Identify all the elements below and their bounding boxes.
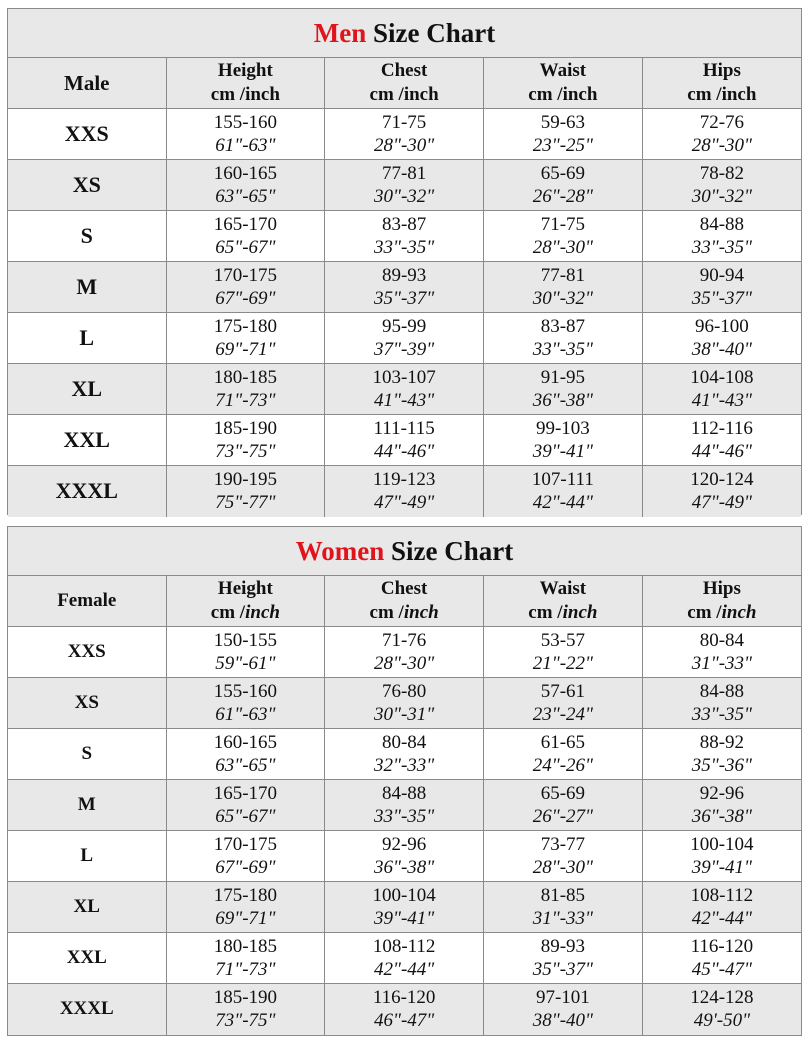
men-chart-title	[8, 9, 801, 58]
waist-cm-value: 59-63	[540, 112, 586, 133]
height-cm-value: 165-170	[213, 783, 278, 804]
height-inch-value: 69"-71"	[215, 908, 276, 929]
men-title-accent: Men	[313, 18, 367, 48]
men-title-rest: Size Chart	[366, 18, 496, 48]
men-header-waist-unit: cm /inch	[528, 84, 598, 105]
chest-cm-value: 89-93	[381, 265, 427, 286]
women-chart-title	[8, 527, 801, 576]
chest-cm-value: 111-115	[373, 418, 435, 439]
hips-cell	[642, 933, 801, 984]
chest-cm-value: 77-81	[381, 163, 427, 184]
hips-cell	[642, 780, 801, 831]
waist-cell	[484, 729, 643, 780]
height-cm-value: 175-180	[213, 316, 278, 337]
table-row	[8, 262, 801, 313]
waist-inch-value: 35"-37"	[532, 959, 594, 980]
hips-cm-value: 88-92	[699, 732, 745, 753]
table-row	[8, 364, 801, 415]
hips-inch-value: 35"-36"	[691, 755, 753, 776]
height-cm-value: 160-165	[213, 163, 278, 184]
hips-inch-value: 35"-37"	[691, 288, 753, 309]
size-label: XXL	[8, 933, 166, 984]
chest-inch-value: 39"-41"	[373, 908, 435, 929]
hips-inch-value: 41"-43"	[691, 390, 753, 411]
chest-cell	[325, 882, 484, 933]
height-cell	[166, 831, 325, 882]
height-cm-value: 150-155	[213, 630, 278, 651]
chest-cm-value: 92-96	[381, 834, 427, 855]
table-row	[8, 627, 801, 678]
waist-cell	[484, 882, 643, 933]
chest-cm-value: 108-112	[372, 936, 436, 957]
chest-inch-value: 47"-49"	[373, 492, 435, 514]
chest-cell	[325, 364, 484, 415]
hips-cm-value: 116-120	[690, 936, 754, 957]
size-label: XXL	[8, 415, 166, 466]
hips-cell	[642, 678, 801, 729]
chest-inch-value: 32"-33"	[373, 755, 435, 776]
men-header-height-unit: cm /inch	[210, 84, 280, 105]
men-size-chart	[7, 8, 802, 515]
height-cell	[166, 678, 325, 729]
chest-cm-value: 95-99	[381, 316, 427, 337]
waist-cell	[484, 984, 643, 1035]
chest-cell	[325, 831, 484, 882]
chest-cell	[325, 780, 484, 831]
hips-inch-value: 28"-30"	[691, 135, 753, 156]
hips-cell	[642, 882, 801, 933]
height-cell	[166, 262, 325, 313]
height-cm-value: 180-185	[213, 936, 278, 957]
size-label: L	[8, 313, 166, 364]
chest-cm-value: 76-80	[381, 681, 427, 702]
waist-cell	[484, 262, 643, 313]
women-header-chest-unit	[325, 601, 483, 625]
women-title-rest: Size Chart	[384, 536, 514, 566]
hips-cm-value: 104-108	[690, 367, 754, 388]
women-title-accent: Women	[295, 536, 385, 566]
women-header-waist-unit-inch: inch	[562, 602, 598, 623]
women-header-hips-unit-inch: inch	[721, 602, 757, 623]
height-inch-value: 65"-67"	[215, 806, 276, 827]
hips-inch-value: 38"-40"	[691, 339, 753, 360]
chest-cell	[325, 627, 484, 678]
height-cm-value: 185-190	[213, 987, 278, 1009]
table-row	[8, 466, 801, 517]
height-inch-value: 67"-69"	[215, 288, 276, 309]
hips-cell	[642, 984, 801, 1035]
waist-cell	[484, 678, 643, 729]
women-size-chart	[7, 526, 802, 1036]
waist-inch-value: 28"-30"	[532, 237, 594, 258]
size-label: M	[8, 780, 166, 831]
men-header-chest-name: Chest	[380, 60, 428, 81]
women-header-waist-name: Waist	[539, 578, 587, 599]
men-header-chest-unit: cm /inch	[369, 84, 439, 105]
chest-cell	[325, 109, 484, 160]
chest-inch-value: 35"-37"	[373, 288, 435, 309]
size-label: XS	[8, 678, 166, 729]
waist-cell	[484, 160, 643, 211]
height-cell	[166, 160, 325, 211]
waist-cm-value: 65-69	[540, 783, 586, 804]
hips-cm-value: 100-104	[690, 834, 754, 855]
chest-cm-value: 116-120	[372, 987, 436, 1009]
hips-cell	[642, 831, 801, 882]
hips-inch-value: 49'-50"	[693, 1010, 751, 1032]
waist-cm-value: 107-111	[531, 469, 594, 491]
waist-inch-value: 28"-30"	[532, 857, 594, 878]
hips-cell	[642, 364, 801, 415]
waist-cell	[484, 466, 643, 517]
hips-cm-value: 112-116	[690, 418, 753, 439]
size-label: XL	[8, 364, 166, 415]
chest-cm-value: 119-123	[372, 469, 436, 491]
hips-cell	[642, 262, 801, 313]
size-label: L	[8, 831, 166, 882]
height-inch-value: 59"-61"	[215, 653, 276, 674]
height-inch-value: 61"-63"	[215, 135, 276, 156]
chest-cm-value: 103-107	[372, 367, 436, 388]
table-row	[8, 678, 801, 729]
women-header-chest-unit-cm: cm /	[369, 602, 404, 623]
chest-cm-value: 71-75	[381, 112, 427, 133]
waist-cm-value: 97-101	[535, 987, 590, 1009]
waist-cm-value: 57-61	[540, 681, 586, 702]
waist-inch-value: 21"-22"	[532, 653, 594, 674]
hips-inch-value: 39"-41"	[691, 857, 753, 878]
hips-cell	[642, 627, 801, 678]
men-header-chest	[325, 58, 484, 109]
height-inch-value: 63"-65"	[215, 755, 276, 776]
height-cm-value: 170-175	[213, 265, 278, 286]
chest-inch-value: 42"-44"	[373, 959, 435, 980]
women-header-waist-unit-cm: cm /	[528, 602, 563, 623]
waist-cm-value: 53-57	[540, 630, 586, 651]
height-cell	[166, 109, 325, 160]
hips-cm-value: 84-88	[699, 214, 745, 235]
men-header-hips	[642, 58, 801, 109]
chest-cell	[325, 984, 484, 1035]
height-inch-value: 69"-71"	[215, 339, 276, 360]
men-header-male: Male	[8, 58, 166, 109]
table-row	[8, 882, 801, 933]
waist-cell	[484, 933, 643, 984]
hips-cell	[642, 729, 801, 780]
size-label: XXXL	[8, 984, 166, 1035]
waist-cm-value: 91-95	[540, 367, 586, 388]
height-cm-value: 170-175	[213, 834, 278, 855]
height-inch-value: 71"-73"	[215, 959, 276, 980]
hips-inch-value: 42"-44"	[691, 908, 753, 929]
hips-cm-value: 84-88	[699, 681, 745, 702]
waist-inch-value: 42"-44"	[532, 492, 594, 514]
hips-cm-value: 72-76	[699, 112, 745, 133]
waist-cm-value: 73-77	[540, 834, 586, 855]
height-cm-value: 175-180	[213, 885, 278, 906]
chest-inch-value: 46"-47"	[373, 1010, 435, 1032]
women-table-body	[8, 627, 801, 1035]
women-size-table	[8, 576, 801, 1035]
waist-inch-value: 33"-35"	[532, 339, 594, 360]
height-cell	[166, 415, 325, 466]
women-header-height-name: Height	[217, 578, 273, 599]
women-header-female: Female	[8, 576, 166, 627]
size-label: XXS	[8, 627, 166, 678]
waist-cm-value: 61-65	[540, 732, 586, 753]
chest-cm-value: 100-104	[372, 885, 436, 906]
waist-inch-value: 24"-26"	[532, 755, 594, 776]
table-row	[8, 780, 801, 831]
table-row	[8, 984, 801, 1035]
height-cm-value: 155-160	[213, 681, 278, 702]
men-header-waist-name: Waist	[539, 60, 587, 81]
women-header-height-unit-inch: inch	[245, 602, 280, 623]
chest-cell	[325, 313, 484, 364]
waist-inch-value: 39"-41"	[532, 441, 594, 462]
waist-inch-value: 38"-40"	[532, 1010, 594, 1032]
waist-cm-value: 65-69	[540, 163, 586, 184]
waist-cell	[484, 313, 643, 364]
chest-inch-value: 36"-38"	[373, 857, 435, 878]
hips-inch-value: 33"-35"	[691, 237, 753, 258]
table-row	[8, 109, 801, 160]
table-row	[8, 831, 801, 882]
table-row	[8, 211, 801, 262]
women-header-waist	[484, 576, 643, 627]
chest-cell	[325, 160, 484, 211]
hips-cell	[642, 160, 801, 211]
women-header-chest	[325, 576, 484, 627]
waist-cm-value: 99-103	[535, 418, 590, 439]
chest-cell	[325, 729, 484, 780]
women-header-chest-unit-inch: inch	[403, 602, 439, 623]
height-cm-value: 160-165	[213, 732, 278, 753]
waist-inch-value: 26"-27"	[532, 806, 594, 827]
height-inch-value: 75"-77"	[215, 492, 276, 514]
size-label: S	[8, 211, 166, 262]
men-size-table	[8, 58, 801, 517]
height-cell	[166, 466, 325, 517]
height-cm-value: 165-170	[213, 214, 278, 235]
hips-cm-value: 78-82	[699, 163, 745, 184]
height-cm-value: 190-195	[213, 469, 278, 491]
size-label: M	[8, 262, 166, 313]
hips-cm-value: 124-128	[690, 987, 754, 1009]
hips-cell	[642, 313, 801, 364]
chest-cm-value: 71-76	[381, 630, 427, 651]
waist-cell	[484, 364, 643, 415]
table-row	[8, 313, 801, 364]
hips-inch-value: 44"-46"	[691, 441, 753, 462]
height-cell	[166, 933, 325, 984]
hips-cm-value: 90-94	[699, 265, 745, 286]
men-table-body	[8, 109, 801, 517]
chest-cell	[325, 933, 484, 984]
women-header-chest-name: Chest	[380, 578, 428, 599]
hips-cell	[642, 466, 801, 517]
men-header-hips-name: Hips	[702, 60, 741, 81]
men-header-row	[8, 58, 801, 109]
women-header-hips	[642, 576, 801, 627]
height-cell	[166, 729, 325, 780]
size-label: XL	[8, 882, 166, 933]
chest-cell	[325, 678, 484, 729]
women-header-height	[166, 576, 325, 627]
hips-cell	[642, 415, 801, 466]
table-row	[8, 729, 801, 780]
height-cell	[166, 313, 325, 364]
hips-inch-value: 30"-32"	[691, 186, 753, 207]
waist-cell	[484, 780, 643, 831]
waist-cm-value: 71-75	[540, 214, 586, 235]
waist-inch-value: 23"-24"	[532, 704, 594, 725]
waist-inch-value: 36"-38"	[532, 390, 594, 411]
chest-inch-value: 44"-46"	[373, 441, 435, 462]
women-header-hips-unit-cm: cm /	[687, 602, 722, 623]
chest-cell	[325, 415, 484, 466]
height-cm-value: 185-190	[213, 418, 278, 439]
hips-cm-value: 108-112	[690, 885, 754, 906]
hips-cm-value: 96-100	[694, 316, 749, 337]
height-cm-value: 180-185	[213, 367, 278, 388]
hips-cm-value: 120-124	[690, 469, 754, 491]
waist-cell	[484, 415, 643, 466]
table-row	[8, 933, 801, 984]
men-header-height-name: Height	[217, 60, 273, 81]
chest-inch-value: 28"-30"	[373, 653, 435, 674]
hips-cell	[642, 211, 801, 262]
height-cell	[166, 211, 325, 262]
height-cell	[166, 627, 325, 678]
chest-inch-value: 41"-43"	[373, 390, 435, 411]
table-row	[8, 415, 801, 466]
height-inch-value: 63"-65"	[215, 186, 276, 207]
chest-inch-value: 37"-39"	[373, 339, 435, 360]
waist-cell	[484, 109, 643, 160]
waist-cell	[484, 211, 643, 262]
height-inch-value: 71"-73"	[215, 390, 276, 411]
waist-cm-value: 77-81	[540, 265, 586, 286]
waist-inch-value: 31"-33"	[532, 908, 594, 929]
size-label: XXXL	[8, 466, 166, 517]
chest-inch-value: 30"-31"	[373, 704, 435, 725]
hips-cm-value: 80-84	[699, 630, 745, 651]
height-cell	[166, 882, 325, 933]
hips-cm-value: 92-96	[699, 783, 745, 804]
waist-cm-value: 89-93	[540, 936, 586, 957]
height-cell	[166, 780, 325, 831]
waist-cm-value: 81-85	[540, 885, 586, 906]
men-header-hips-unit: cm /inch	[687, 84, 757, 105]
size-label: XS	[8, 160, 166, 211]
women-header-waist-unit	[484, 601, 642, 625]
hips-inch-value: 47"-49"	[691, 492, 753, 514]
chest-cell	[325, 211, 484, 262]
chest-inch-value: 33"-35"	[373, 806, 435, 827]
height-cell	[166, 984, 325, 1035]
chest-inch-value: 30"-32"	[373, 186, 435, 207]
size-label: S	[8, 729, 166, 780]
women-header-height-unit	[167, 601, 325, 625]
women-header-height-unit-cm: cm /	[210, 602, 246, 623]
women-header-hips-unit	[643, 601, 801, 625]
hips-inch-value: 33"-35"	[691, 704, 753, 725]
chest-cm-value: 80-84	[381, 732, 427, 753]
chest-cm-value: 83-87	[381, 214, 427, 235]
hips-inch-value: 36"-38"	[691, 806, 753, 827]
women-header-row	[8, 576, 801, 627]
waist-inch-value: 26"-28"	[532, 186, 594, 207]
height-inch-value: 61"-63"	[215, 704, 276, 725]
men-header-waist	[484, 58, 643, 109]
men-header-height	[166, 58, 325, 109]
size-label: XXS	[8, 109, 166, 160]
height-inch-value: 73"-75"	[215, 441, 276, 462]
height-cm-value: 155-160	[213, 112, 278, 133]
chest-cell	[325, 466, 484, 517]
height-inch-value: 65"-67"	[215, 237, 276, 258]
chest-cell	[325, 262, 484, 313]
height-cell	[166, 364, 325, 415]
waist-inch-value: 23"-25"	[532, 135, 594, 156]
waist-cell	[484, 831, 643, 882]
chest-cm-value: 84-88	[381, 783, 427, 804]
table-row	[8, 160, 801, 211]
waist-cell	[484, 627, 643, 678]
hips-inch-value: 45"-47"	[691, 959, 753, 980]
hips-cell	[642, 109, 801, 160]
women-header-hips-name: Hips	[702, 578, 741, 599]
waist-cm-value: 83-87	[540, 316, 586, 337]
waist-inch-value: 30"-32"	[532, 288, 594, 309]
chest-inch-value: 33"-35"	[373, 237, 435, 258]
height-inch-value: 67"-69"	[215, 857, 276, 878]
hips-inch-value: 31"-33"	[691, 653, 753, 674]
height-inch-value: 73"-75"	[215, 1010, 276, 1032]
chest-inch-value: 28"-30"	[373, 135, 435, 156]
